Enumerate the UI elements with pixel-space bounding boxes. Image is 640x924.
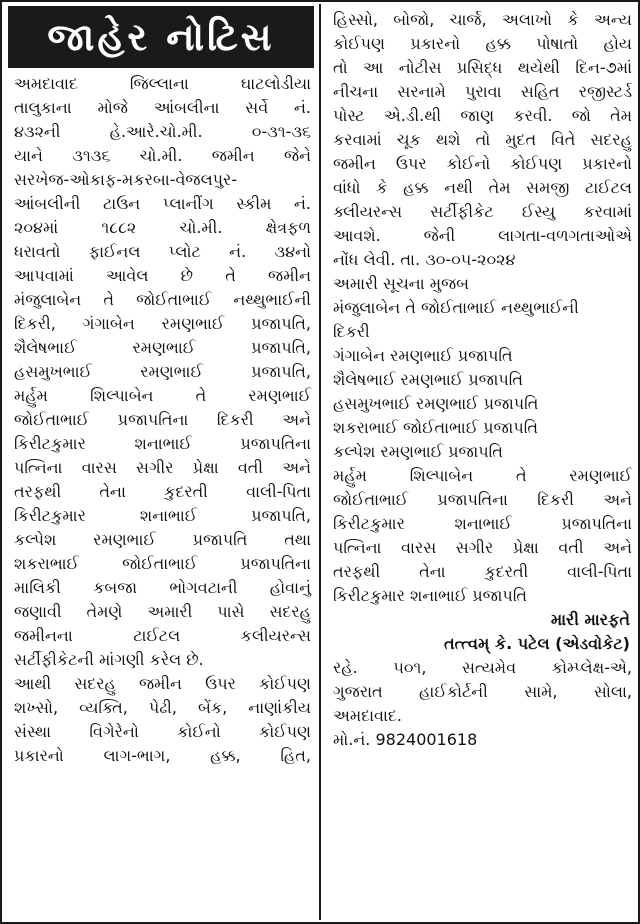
body-line: પ્રકારનો લાગ-ભાગ, હક્ક, હિત, <box>14 746 311 765</box>
body-line: કલ્પેશ રમણભાઈ પ્રજાપતિ તથા <box>14 530 311 549</box>
left-column <box>4 2 317 768</box>
right-body <box>323 8 638 752</box>
body-line: સંસ્થા વિગેરેનો કોઈનો કોઈપણ <box>14 722 311 741</box>
body-line: જોઈતાભાઈ પ્રજાપતિના દિકરી અને <box>14 410 311 429</box>
instruction-heading: અમારી સૂચના મુજબ <box>333 274 469 293</box>
advocate-name: તત્ત્વમ્ કે. પટેલ (એડવોકેટ) <box>444 634 630 653</box>
party-line: કલ્પેશ રમણભાઈ પ્રજાપતિ <box>333 442 503 461</box>
body-line: હસમુખભાઈ રમણભાઈ પ્રજાપતિ, <box>14 362 311 381</box>
party-line: મર્હુમ શિલ્પાબેન તે રમણભાઈ <box>333 466 632 485</box>
body-line: દિકરી, ગંગાબેન રમણભાઈ પ્રજાપતિ, <box>14 314 311 333</box>
body-line: હિસ્સો, બોજો, ચાર્જ, અલાખો કે અન્ય <box>333 10 632 29</box>
body-line: સર્ટીફીકેટની માંગણી કરેલ છે. <box>14 650 204 669</box>
body-line: કરવામાં ચૂક થશે તો મુદત વિતે સદરહુ <box>333 130 632 149</box>
body-line: કોઈપણ પ્રકારનો હક્ક પોષાતો હોય <box>333 34 632 53</box>
column-divider <box>319 4 321 920</box>
party-line: પત્નિના વારસ સગીર પ્રેક્ષા વતી અને <box>333 538 632 557</box>
body-line: જણાવી તેમણે અમારી પાસે સદરહુ <box>14 602 311 621</box>
party-line: શકરાભાઈ જોઈતાભાઈ પ્રજાપતિ <box>333 418 538 437</box>
address-line: અમદાવાદ. <box>333 706 402 725</box>
party-line: જોઈતાભાઈ પ્રજાપતિના દિકરી અને <box>333 490 632 509</box>
address-line: ગુજરાત હાઈકોર્ટની સામે, સોલા, <box>333 682 632 701</box>
body-line: આપવામાં આવેલ છે તે જમીન <box>14 266 311 285</box>
body-line: જમીન ઉપર કોઈનો કોઈપણ પ્રકારનો <box>333 154 632 173</box>
notice-date: નોંધ લેવી. તા. ૩૦-૦૫-૨૦૨૪ <box>333 250 516 269</box>
mobile-number: મો.નં. 9824001618 <box>333 730 478 749</box>
body-line: યાને ૩૧૩૬ ચો.મી. જમીન જેને <box>14 146 311 165</box>
body-line: તરફથી તેના કુદરતી વાલી-પિતા <box>14 482 311 501</box>
party-line: ગંગાબેન રમણભાઈ પ્રજાપતિ <box>333 346 513 365</box>
party-line: મંજુલાબેન તે જોઈતાભાઈ નથ્થુભાઈની <box>333 298 579 317</box>
body-line: તાલુકાના મોજે આંબલીના સર્વે નં. <box>14 98 311 117</box>
body-line: આવશે. જેની લાગતા-વળગતાઓએ <box>333 226 632 245</box>
body-line: વાંધો કે હક્ક નથી તેમ સમજી ટાઈટલ <box>333 178 632 197</box>
body-line: મર્હુમ શિલ્પાબેન તે રમણભાઈ <box>14 386 311 405</box>
body-line: પત્નિના વારસ સગીર પ્રેક્ષા વતી અને <box>14 458 311 477</box>
party-line: શૈલેષભાઈ રમણભાઈ પ્રજાપતિ <box>333 370 523 389</box>
body-line: આથી સદરહુ જમીન ઉપર કોઈપણ <box>14 674 311 693</box>
notice-title: જાહેર નોટિસ <box>8 6 314 68</box>
right-column <box>323 2 638 752</box>
body-line: અમદાવાદ જિલ્લાના ઘાટલોડીયા <box>14 74 311 93</box>
body-line: શખ્સો, વ્યક્તિ, પેઢી, બેંક, નાણાંકીય <box>14 698 311 717</box>
body-line: ધરાવતો ફાઈનલ પ્લોટ નં. ૩૪નો <box>14 242 311 261</box>
body-line: મંજુલાબેન તે જોઈતાભાઈ નથ્થુભાઈની <box>14 290 311 309</box>
body-line: ૪૩૨ની હે.આરે.ચો.મી. ૦-૩૧-૩૬ <box>14 122 311 141</box>
left-body <box>4 72 317 768</box>
body-line: સરખેજ-ઓકાફ-મકરબા-વેજલપુર- <box>14 170 238 189</box>
signature-via: મારી મારફતે <box>550 610 630 629</box>
body-line: માલિકી કબજા ભોગવટાની હોવાનું <box>14 578 311 597</box>
party-line: તરફથી તેના કુદરતી વાલી-પિતા <box>333 562 632 581</box>
party-line: હસમુખભાઈ રમણભાઈ પ્રજાપતિ <box>333 394 539 413</box>
body-line: કિરીટકુમાર શનાભાઈ પ્રજાપતિના <box>14 434 311 453</box>
body-line: પોસ્ટ એ.ડી.થી જાણ કરવી. જો તેમ <box>333 106 632 125</box>
body-line: શૈલેષભાઈ રમણભાઈ પ્રજાપતિ, <box>14 338 311 357</box>
body-line: આંબલીની ટાઉન પ્લાનીંગ સ્કીમ નં. <box>14 194 311 213</box>
body-line: નીચના સરનામે પુરાવા સહિત રજીસ્ટર્ડ <box>333 82 632 101</box>
body-line: કિરીટકુમાર શનાભાઈ પ્રજાપતિ, <box>14 506 311 525</box>
body-line: જમીનના ટાઈટલ કલીયરન્સ <box>14 626 311 645</box>
party-line: દિકરી <box>333 322 370 341</box>
address-line: રહે. ૫૦૧, સત્યમેવ કોમ્પ્લેક્ષ-એ, <box>333 658 632 677</box>
body-line: શકરાભાઈ જોઈતાભાઈ પ્રજાપતિના <box>14 554 311 573</box>
party-line: કિરીટકુમાર શનાભાઈ પ્રજાપતિ <box>333 586 528 605</box>
party-line: કિરીટકુમાર શનાભાઈ પ્રજાપતિના <box>333 514 632 533</box>
body-line: તો આ નોટીસ પ્રસિદ્ધ થયેથી દિન-૭માં <box>333 58 632 77</box>
body-line: ૨૦૪માં ૧૮૮૨ ચો.મી. ક્ષેત્રફળ <box>14 218 311 237</box>
body-line: ક્લીયરન્સ સર્ટીફીકેટ ઈસ્યુ કરવામાં <box>333 202 632 221</box>
